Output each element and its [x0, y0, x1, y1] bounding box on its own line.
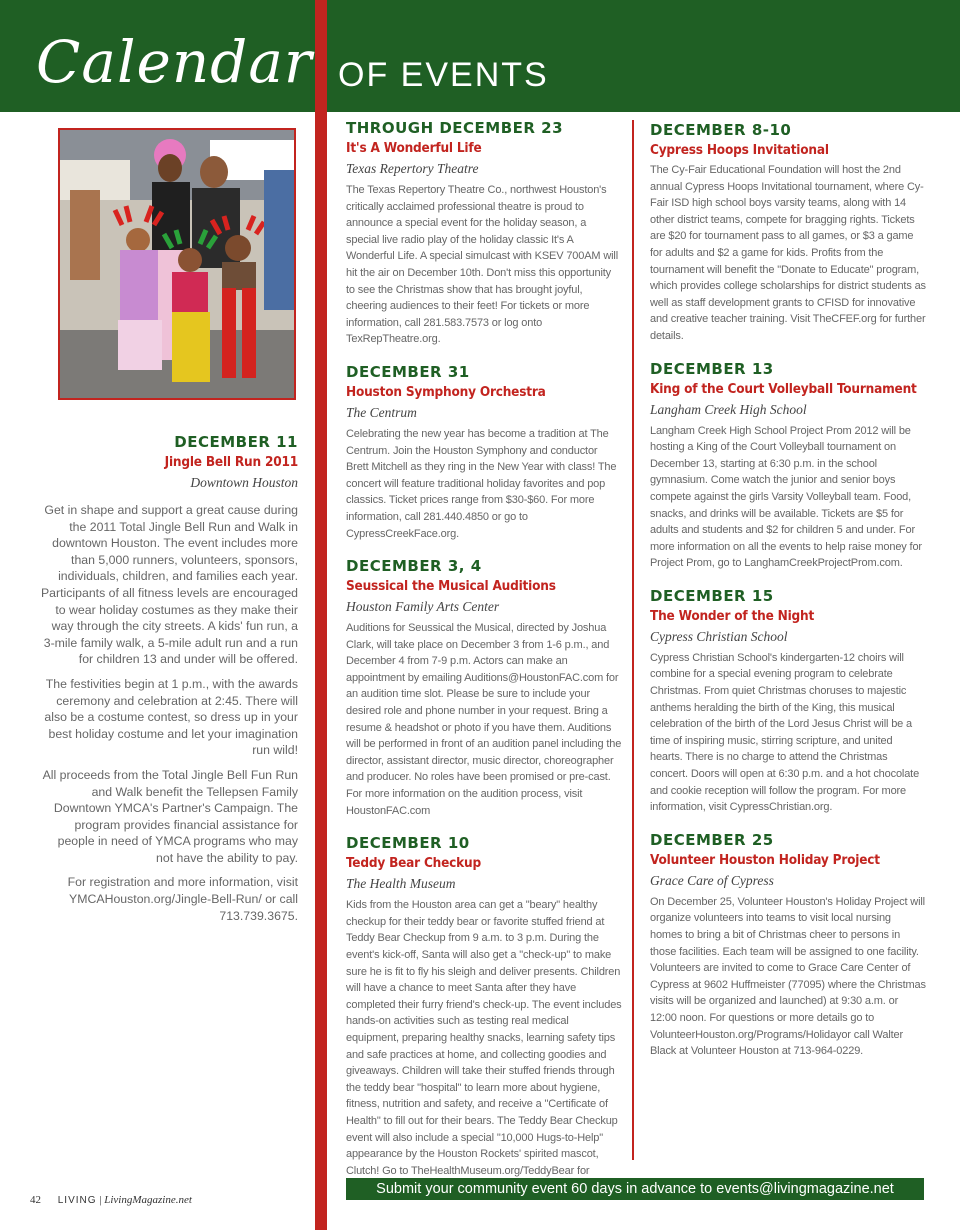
event-listing: [650, 830, 926, 1060]
event-venue: Downtown Houston: [190, 475, 298, 490]
event-description: Cypress Christian School's kindergarten-12 choirs will combine for a special evening program to celebrate Christmas. From quiet Christmas choruses to majestic anthems heralding the birth of the King, this musical celebration of the birth of the Lord Jesus Christ will be a time of inspiring music, stirring scripture, and united hearts. There is no charge to attend the Christmas concert. Doors will open at 6:30 p.m. and a hot chocolate and cookie reception will follow the program. For more information, visit CypressChristian.org.: [650, 651, 920, 814]
page-title-caps: OF EVENTS: [338, 56, 549, 94]
event-description: Kids from the Houston area can get a "beary" healthy checkup for their teddy bear or favorite stuffed friend at Teddy Bear Checkup from 9 a.m. to 3 p.m. During the event's kick-off, Santa will also get a "check-up" to make sure he is fit to fly his sleigh and deliver presents. Children will have a chance to meet Santa after they have completed their furry friend's check-up. The event includes hands-on activities such as testing real medical equipment, preparing healthy snacks, learning safety tips and safe practices at home, and collecting goodies and giveaways. Children will take their stuffed friends through the teddy bear "hospital" to learn more about hygiene, fitness, nutrition and safety, and receive a "Certificate of Health" to fill out for their bears. The Teddy Bear Checkup event will also include a special "10,000 Hugs-to-Help" appearance by the Houston Rockets' spirited mascot, Clutch! Go to TheHealthMuseum.org/TeddyBear for: [346, 899, 622, 1177]
event-date: DECEMBER 31: [346, 362, 470, 381]
event-date: DECEMBER 13: [650, 359, 774, 378]
page-title-script: Calendar: [36, 28, 313, 96]
event-date: THROUGH DECEMBER 23: [346, 119, 564, 137]
event-title: Seussical the Musical Auditions: [346, 578, 556, 595]
event-date: DECEMBER 3, 4: [346, 557, 482, 576]
event-title: Jingle Bell Run 2011: [164, 454, 298, 470]
event-date: DECEMBER 25: [650, 830, 774, 849]
event-venue: The Centrum: [346, 404, 417, 420]
event-venue: The Health Museum: [346, 876, 456, 892]
event-paragraph: The festivities begin at 1 p.m., with the awards ceremony and celebration at 2:45. There will also be a costume contest, so dress up in your best holiday costume and let your imagination run wild!: [44, 676, 298, 758]
event-venue: Langham Creek High School: [650, 401, 807, 417]
event-listing: [650, 586, 926, 816]
submit-event-banner: Submit your community event 60 days in advance to events@livingmagazine.net: [346, 1178, 924, 1200]
event-venue: Cypress Christian School: [650, 628, 788, 644]
event-venue: Texas Repertory Theatre: [346, 161, 479, 176]
event-photo: [58, 128, 296, 400]
event-venue: Houston Family Arts Center: [346, 599, 500, 615]
event-title: Houston Symphony Orchestra: [346, 383, 546, 400]
event-title: It's A Wonderful Life: [346, 140, 482, 156]
event-title: King of the Court Volleyball Tournament: [650, 380, 917, 397]
page-number: 42: [30, 1194, 41, 1206]
event-description: Langham Creek High School Project Prom 2012 will be hosting a King of the Court Volleyball tournament on December 13, starting at 6:30 p.m. in the school gymnasium. Come watch the junior and senior boys compete against the girls Varsity Volleyball team. Food, snacks, and drinks will be available. Tickets are $5 for adults and students and $2 for children 5 and under. For more information on all the events to help raise money for Project Prom, go to LanghamCreekProjectProm.com.: [650, 424, 922, 570]
event-venue: Grace Care of Cypress: [650, 872, 774, 888]
event-date: DECEMBER 10: [346, 834, 470, 853]
event-description: On December 25, Volunteer Houston's Holiday Project will organize volunteers into teams to visit local nursing homes to bring a bit of Christmas cheer to persons in those facilities. Each team will be assigned to one facility. Volunteers are invited to come to Grace Care Center of Cypress at 9602 Huffmeister (77095) where the Christmas visits will be organized and launched) at 9:30 a.m. or 12:00 noon. For questions or more details go to VolunteerHouston.org/Programs/Holidayor call Walter Black at Volunteer Houston at 713-964-0229.: [650, 895, 926, 1058]
event-paragraph: For registration and more information, visit YMCAHouston.org/Jingle-Bell-Run/ or call 713.739.3675.: [67, 875, 298, 923]
event-paragraph: All proceeds from the Total Jingle Bell Fun Run and Walk benefit the Tellepsen Family Downtown YMCA's Partner's Campaign. The program provides financial assistance for people in need of YMCA programs who may not have the ability to pay.: [42, 767, 298, 865]
event-listing: [650, 120, 926, 345]
event-description: Auditions for Seussical the Musical, directed by Joshua Clark, will take place on December 3 from 1-6 p.m., and December 4 from 7-9 p.m. Actors can make an appointment by emailing Auditions@HoustonFAC.com for an audition time slot. Please be sure to include your desired role and phone number in your request. Bring a resume & headshot or photo if you have them. Auditions will be performed in front of an audition panel including the director, assistant director, music director, choreographer and producer. No roles have been promised or pre-cast. For more information on the audition process, visit HoustonFAC.com: [346, 622, 622, 817]
event-listing: [650, 359, 926, 572]
event-listing: [346, 118, 622, 348]
event-title: The Wonder of the Night: [650, 607, 815, 624]
event-title: Cypress Hoops Invitational: [650, 142, 829, 158]
red-vertical-stripe: [315, 0, 327, 1230]
event-title: Teddy Bear Checkup: [346, 855, 481, 872]
middle-column: [346, 118, 622, 1210]
featured-event: [40, 432, 298, 932]
event-date: DECEMBER 8-10: [650, 121, 792, 139]
event-date: DECEMBER 15: [650, 586, 774, 605]
event-title: Volunteer Houston Holiday Project: [650, 851, 880, 868]
right-column: [650, 120, 926, 1074]
magazine-name: LIVING: [57, 1195, 97, 1206]
event-description: The Texas Repertory Theatre Co., northwest Houston's critically acclaimed professional theatre is proud to announce a special event for the holiday season, a special live radio play of the holiday classic It's A Wonderful Life. A special simulcast with KSEV 700AM will hit the air on December 10th. Don't miss this opportunity to see the Christmas show that has brought joyful, cheering audiences to their feet! For tickets or more information, call 281.583.7573 or log onto TexRepTheatre.org.: [346, 184, 619, 346]
column-divider: [632, 120, 634, 1160]
event-listing: [346, 362, 622, 542]
footer-separator: |: [99, 1194, 102, 1206]
event-listing: [346, 556, 622, 819]
event-listing: [346, 833, 622, 1196]
page-footer: [30, 1194, 192, 1206]
magazine-site: LivingMagazine.net: [104, 1194, 192, 1206]
event-description: Celebrating the new year has become a tradition at The Centrum. Join the Houston Symphony and conductor Brett Mitchell as they ring in the New Year with class! The concert will feature traditional holiday favorites and pop classics. Ticket prices range from $30-$60. For more information, call 281.440.4850 or go to CypressCreekFace.org.: [346, 427, 617, 540]
event-date: DECEMBER 11: [174, 433, 298, 451]
event-paragraph: Get in shape and support a great cause during the 2011 Total Jingle Bell Run and Walk in downtown Houston. The event includes more than 5,000 runners, volunteers, sponsors, individuals, children, and families each year. Participants of all fitness levels are encouraged to wear holiday costumes as they make their way through the city streets. A kids' fun run, a 3-mile family walk, a 5-mile adult run and a run for children 13 and under will be offered.: [40, 503, 298, 667]
event-photo-illustration: [60, 130, 294, 398]
event-description: [40, 502, 298, 924]
event-description: The Cy-Fair Educational Foundation will host the 2nd annual Cypress Hoops Invitational tournament, where Cy-Fair ISD high school boys varsity teams, along with 14 other district teams, compete for bragging rights. Tickets are $20 for tournament pass to all games, or $3 a game for adults and $2 a game for kids. Profits from the tournament will benefit the "Donate to Educate" program, which provides college scholarships for district students as well as staff development grants to CFISD for innovative and creative teacher training. Visit TheCFEF.org for further details.: [650, 164, 926, 342]
